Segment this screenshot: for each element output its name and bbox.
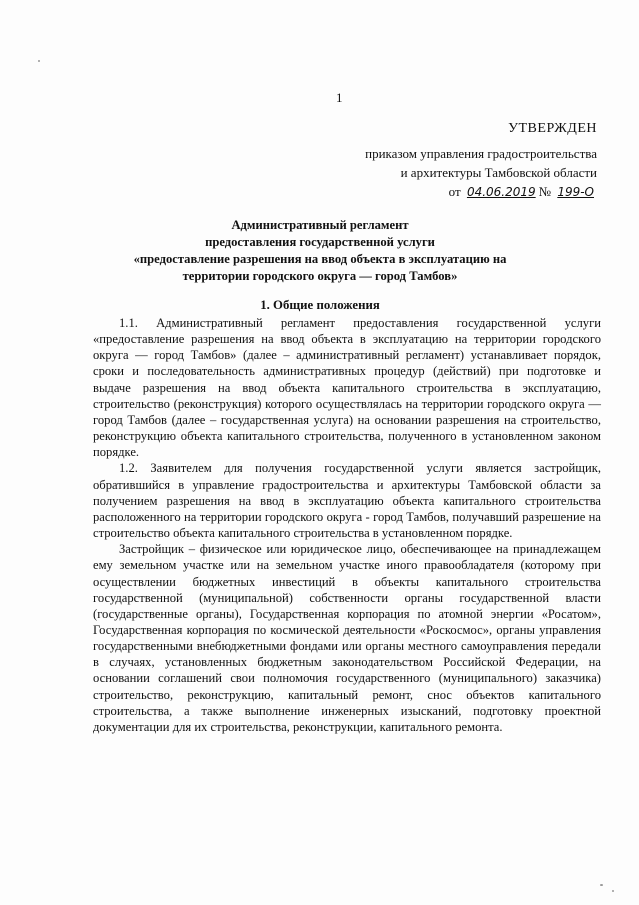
scan-speck <box>38 60 40 62</box>
order-date-number-line <box>365 182 597 202</box>
approval-line-1: приказом управления градостроительства <box>365 146 597 161</box>
document-body <box>93 315 601 735</box>
paragraph-1-2: 1.2. Заявителем для получения государственной услуги является застройщик, обратившийся в управление градостроительства и архитектуры Тамбовской области за получением разрешения на ввод в эксплуатацию объекта капитального строительства расположенного на территории городского округа - город Тамбов, получавший разрешение на строительство объекта капитального строительства в установленном порядке. <box>93 461 601 541</box>
paragraph-1-1: 1.1. Административный регламент предоставления государственной услуги «предоставление разрешения на ввод объекта в эксплуатацию на территории городского округа — город Тамбов» (далее – административный регламент) устанавливает порядок, сроки и последовательность административных процедур (действий) при подготовке и выдаче разрешения на ввод объекта капитального строительства в эксплуатацию, строительство (реконструкция) которого осуществлялась на территории городского округа — город Тамбов (далее – государственная услуга) на основании разрешения на строительство, реконструкцию объекта капитального строительства, полученного в установленном законом порядке. <box>93 316 601 460</box>
approved-heading: УТВЕРЖДЕН <box>508 121 597 136</box>
date-prefix: от <box>448 184 461 199</box>
page-number: 1 <box>336 90 343 105</box>
scan-speck <box>612 890 614 892</box>
handwritten-date: 04.06.2019 <box>466 185 536 199</box>
section-heading: 1. Общие положения <box>260 298 380 312</box>
title-line-1: Административный регламент <box>231 218 409 232</box>
scan-speck <box>600 884 603 886</box>
document-title <box>80 217 560 285</box>
title-line-2: предоставления государственной услуги <box>205 235 435 249</box>
number-prefix: № <box>538 184 552 199</box>
title-line-4: территории городского округа — город Тамбов» <box>182 269 458 283</box>
approval-line-2: и архитектуры Тамбовской области <box>400 165 597 180</box>
paragraph-developer-definition: Застройщик – физическое или юридическое лицо, обеспечивающее на принадлежащем ему земельном участке или на земельном участке иного правообладателя (которому при осуществлении бюджетных инвестиций в объекты капитального строительства государственной (муниципальной) собственности органы государственной власти (государственные органы), Государственная корпорация по атомной энергии «Росатом», Государственная корпорация по космической деятельности «Роскосмос», органы управления государственными внебюджетными фондами или органы местного самоуправления передали в случаях, установленных бюджетным законодательством Российской Федерации, на основании соглашений свои полномочия государственного (муниципального) заказчика) строительство, реконструкцию, капитальный ремонт, снос объектов капитального строительства, а также выполнение инженерных изысканий, подготовку проектной документации для их строительства, реконструкции, капитального ремонта. <box>93 542 601 734</box>
title-line-3: «предоставление разрешения на ввод объекта в эксплуатацию на <box>133 252 507 266</box>
approval-stamp-block <box>365 119 597 202</box>
handwritten-order-number: 199-О <box>557 185 594 199</box>
